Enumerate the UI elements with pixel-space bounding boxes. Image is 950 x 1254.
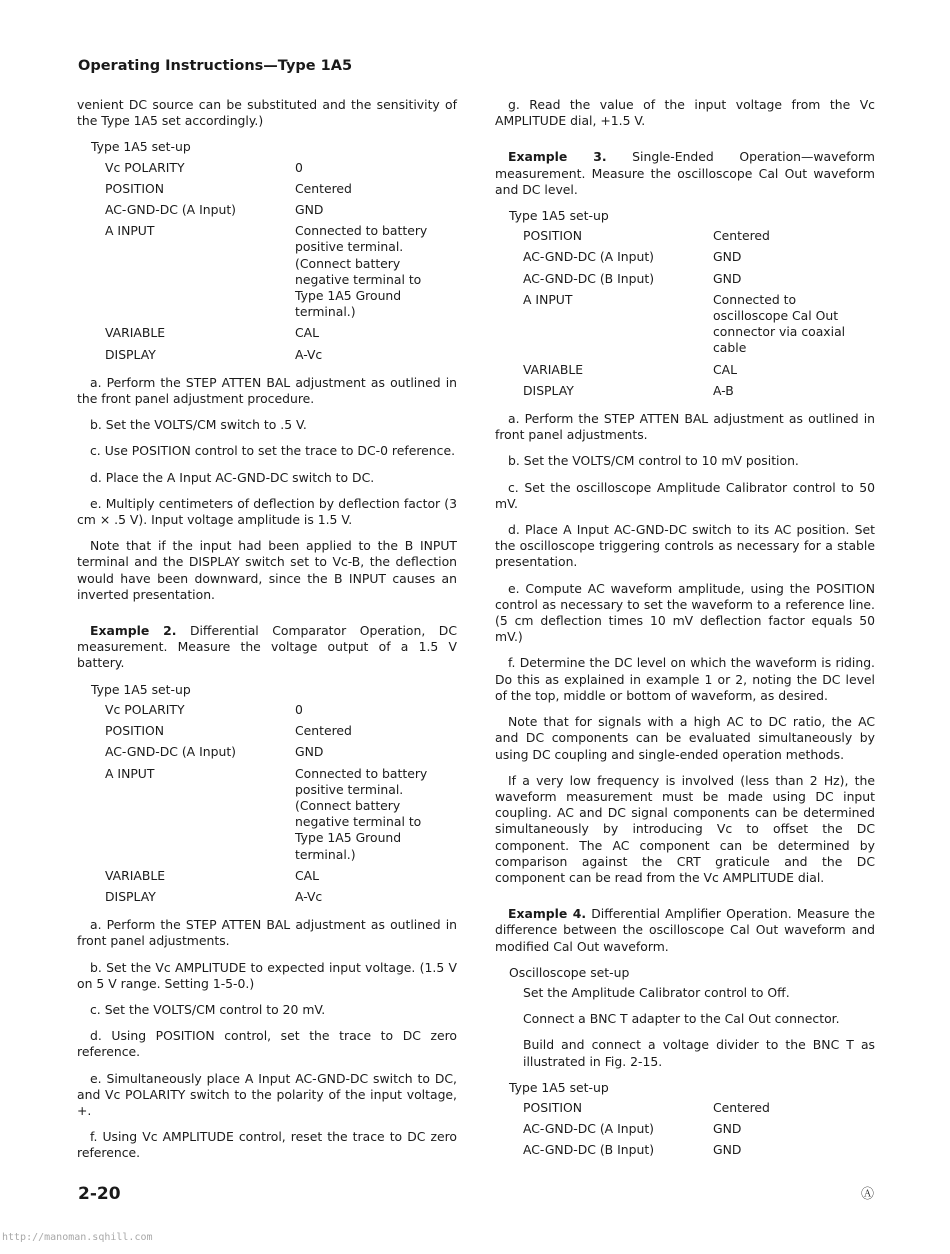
- setup-key: AC-GND-DC (B Input): [523, 270, 655, 286]
- setup-value: GND: [295, 202, 324, 218]
- setup-value: A-Vc: [295, 888, 323, 904]
- step-paragraph: a. Perform the STEP ATTEN BAL adjustment as outlined in front panel adjustments.: [495, 411, 875, 443]
- setup-row: [105, 160, 457, 176]
- setup-row: [523, 1100, 875, 1116]
- setup-row: [105, 347, 457, 363]
- example-title: Example 3.: [508, 149, 607, 165]
- setup-value: GND: [713, 249, 742, 265]
- note-paragraph: Note that for signals with a high AC to DC ratio, the AC and DC components can be evaluated simultaneously by using DC coupling and single-ended operation methods.: [495, 714, 875, 762]
- revision-mark-icon: Ⓐ: [861, 1187, 875, 1202]
- example-2-paragraph: [77, 623, 457, 672]
- page-number: 2-20: [78, 1184, 121, 1204]
- setup-row: [105, 181, 457, 197]
- continuation-paragraph: venient DC source can be substituted and the sensitivity of the Type 1A5 set accordingly.): [77, 97, 457, 129]
- setup-row: [523, 228, 875, 244]
- osc-step: Set the Amplitude Calibrator control to Off.: [523, 984, 790, 1000]
- step-paragraph: c. Use POSITION control to set the trace to DC-0 reference.: [90, 443, 456, 459]
- setup-key: DISPLAY: [523, 382, 574, 398]
- step-paragraph: e. Multiply centimeters of deflection by deflection factor (3 cm × .5 V). Input voltage amplitude is 1.5 V.: [77, 495, 457, 528]
- setup-label: Oscilloscope set-up: [509, 964, 630, 980]
- page-header: Operating Instructions—Type 1A5: [78, 58, 353, 74]
- setup-row: [105, 723, 457, 739]
- osc-step: Build and connect a voltage divider to the BNC T as illustrated in Fig. 2-15.: [523, 1037, 875, 1069]
- step-paragraph: f. Using Vc AMPLITUDE control, reset the trace to DC zero reference.: [77, 1129, 457, 1161]
- setup-table-4: [523, 1100, 875, 1159]
- setup-value: Centered: [713, 1099, 770, 1115]
- setup-value: CAL: [295, 867, 320, 883]
- step-paragraph: d. Place A Input AC-GND-DC switch to its AC position. Set the oscilloscope triggering controls as necessary for a stable presentation.: [495, 522, 875, 570]
- example-title: Example 2.: [90, 623, 177, 639]
- setup-row: [105, 766, 457, 863]
- step-paragraph: e. Compute AC waveform amplitude, using the POSITION control as necessary to set the waveform to a reference line. (5 cm deflection times 10 mV deflection factor equals 50 mV.): [495, 580, 875, 645]
- setup-value: GND: [713, 1121, 742, 1137]
- setup-value: Connected to oscilloscope Cal Out connector via coaxial cable: [713, 291, 846, 356]
- setup-key: DISPLAY: [105, 888, 156, 904]
- step-paragraph: b. Set the VOLTS/CM switch to .5 V.: [90, 417, 307, 433]
- setup-row: [523, 271, 875, 287]
- step-paragraph: e. Simultaneously place A Input AC-GND-DC switch to DC, and Vc POLARITY switch to the polarity of the input voltage, +.: [77, 1070, 457, 1118]
- setup-row: [523, 1121, 875, 1137]
- setup-key: VARIABLE: [105, 867, 166, 883]
- setup-row: [105, 325, 457, 341]
- setup-value: GND: [295, 744, 324, 760]
- step-paragraph: a. Perform the STEP ATTEN BAL adjustment as outlined in the front panel adjustment procedure.: [77, 374, 457, 407]
- setup-value: CAL: [713, 361, 738, 377]
- setup-row: [105, 889, 457, 905]
- setup-row: [105, 868, 457, 884]
- setup-key: POSITION: [105, 180, 164, 196]
- example-title: Example 4.: [508, 906, 587, 922]
- setup-key: POSITION: [523, 1099, 582, 1115]
- setup-key: AC-GND-DC (A Input): [523, 249, 655, 265]
- setup-label: Type 1A5 set-up: [509, 208, 609, 224]
- osc-step: Connect a BNC T adapter to the Cal Out connector.: [523, 1011, 840, 1027]
- setup-key: POSITION: [523, 228, 582, 244]
- setup-key: DISPLAY: [105, 346, 156, 362]
- setup-row: [105, 202, 457, 218]
- setup-value: GND: [713, 270, 742, 286]
- setup-value: CAL: [295, 325, 320, 341]
- setup-label: Type 1A5 set-up: [509, 1079, 609, 1095]
- setup-key: A INPUT: [523, 291, 573, 307]
- setup-label: Type 1A5 set-up: [91, 139, 191, 155]
- setup-table-3: [523, 228, 875, 399]
- step-paragraph: f. Determine the DC level on which the waveform is riding. Do this as explained in example 1 or 2, noting the DC level of the top, middle or bottom of waveform, as desired.: [495, 655, 875, 703]
- right-column: [495, 97, 875, 1171]
- setup-value: 0: [295, 701, 303, 717]
- left-column: [77, 97, 457, 1172]
- setup-value: Connected to battery positive terminal. (Connect battery negative terminal to Type 1A5 Ground terminal.): [295, 765, 428, 862]
- setup-value: GND: [713, 1142, 742, 1158]
- step-paragraph: c. Set the VOLTS/CM control to 20 mV.: [90, 1001, 326, 1017]
- setup-row: [105, 223, 457, 320]
- step-paragraph: b. Set the Vc AMPLITUDE to expected input voltage. (1.5 V on 5 V range. Setting 1-5-0.): [77, 959, 457, 991]
- setup-value: A-B: [713, 382, 734, 398]
- step-paragraph: a. Perform the STEP ATTEN BAL adjustment as outlined in front panel adjustments.: [77, 917, 457, 949]
- setup-row: [523, 383, 875, 399]
- example-text: Single-Ended Operation—waveform measurement. Measure the oscilloscope Cal Out waveform and DC level.: [495, 149, 875, 197]
- example-text: Differential Comparator Operation, DC measurement. Measure the voltage output of a 1.5 V battery.: [77, 623, 457, 671]
- setup-key: VARIABLE: [523, 361, 584, 377]
- note-paragraph: If a very low frequency is involved (less than 2 Hz), the waveform measurement must be made using DC input coupling. AC and DC signal components can be determined simultaneously by introducing Vc to offset the DC component. The AC component can be determined by comparison against the CRT graticule and the DC component can be read from the Vc AMPLITUDE dial.: [495, 772, 875, 885]
- setup-table-1: [105, 160, 457, 363]
- setup-value: A-Vc: [295, 346, 323, 362]
- setup-row: [105, 744, 457, 760]
- setup-key: Vc POLARITY: [105, 701, 185, 717]
- setup-value: Centered: [295, 723, 352, 739]
- step-paragraph: c. Set the oscilloscope Amplitude Calibrator control to 50 mV.: [495, 479, 875, 511]
- step-paragraph: g. Read the value of the input voltage from the Vc AMPLITUDE dial, +1.5 V.: [495, 97, 875, 129]
- setup-key: AC-GND-DC (A Input): [105, 744, 237, 760]
- setup-row: [523, 1142, 875, 1158]
- setup-value: Connected to battery positive terminal. (Connect battery negative terminal to Type 1A5 Ground terminal.): [295, 223, 428, 320]
- setup-row: [523, 249, 875, 265]
- setup-key: A INPUT: [105, 223, 155, 239]
- setup-row: [105, 702, 457, 718]
- setup-value: 0: [295, 159, 303, 175]
- setup-key: POSITION: [105, 723, 164, 739]
- setup-value: Centered: [713, 228, 770, 244]
- setup-key: AC-GND-DC (A Input): [523, 1121, 655, 1137]
- setup-row: [523, 292, 875, 357]
- setup-table-2: [105, 702, 457, 905]
- setup-key: A INPUT: [105, 765, 155, 781]
- example-text: Differential Amplifier Operation. Measure the difference between the oscilloscope Cal Out waveform and modified Cal Out waveform.: [495, 906, 875, 954]
- setup-key: VARIABLE: [105, 325, 166, 341]
- step-paragraph: d. Place the A Input AC-GND-DC switch to DC.: [90, 469, 375, 485]
- setup-row: [523, 362, 875, 378]
- setup-key: Vc POLARITY: [105, 159, 185, 175]
- step-paragraph: d. Using POSITION control, set the trace to DC zero reference.: [77, 1028, 457, 1060]
- setup-label: Type 1A5 set-up: [91, 681, 191, 697]
- setup-key: AC-GND-DC (A Input): [105, 202, 237, 218]
- example-4-paragraph: [495, 906, 875, 955]
- setup-key: AC-GND-DC (B Input): [523, 1142, 655, 1158]
- watermark: http://manoman.sqhill.com: [2, 1232, 153, 1243]
- step-paragraph: b. Set the VOLTS/CM control to 10 mV position.: [508, 453, 799, 469]
- example-3-paragraph: [495, 149, 875, 198]
- setup-value: Centered: [295, 180, 352, 196]
- note-paragraph: Note that if the input had been applied to the B INPUT terminal and the DISPLAY switch set to Vc-B, the deflection would have been downward, since the B INPUT causes an inverted presentation.: [77, 538, 457, 602]
